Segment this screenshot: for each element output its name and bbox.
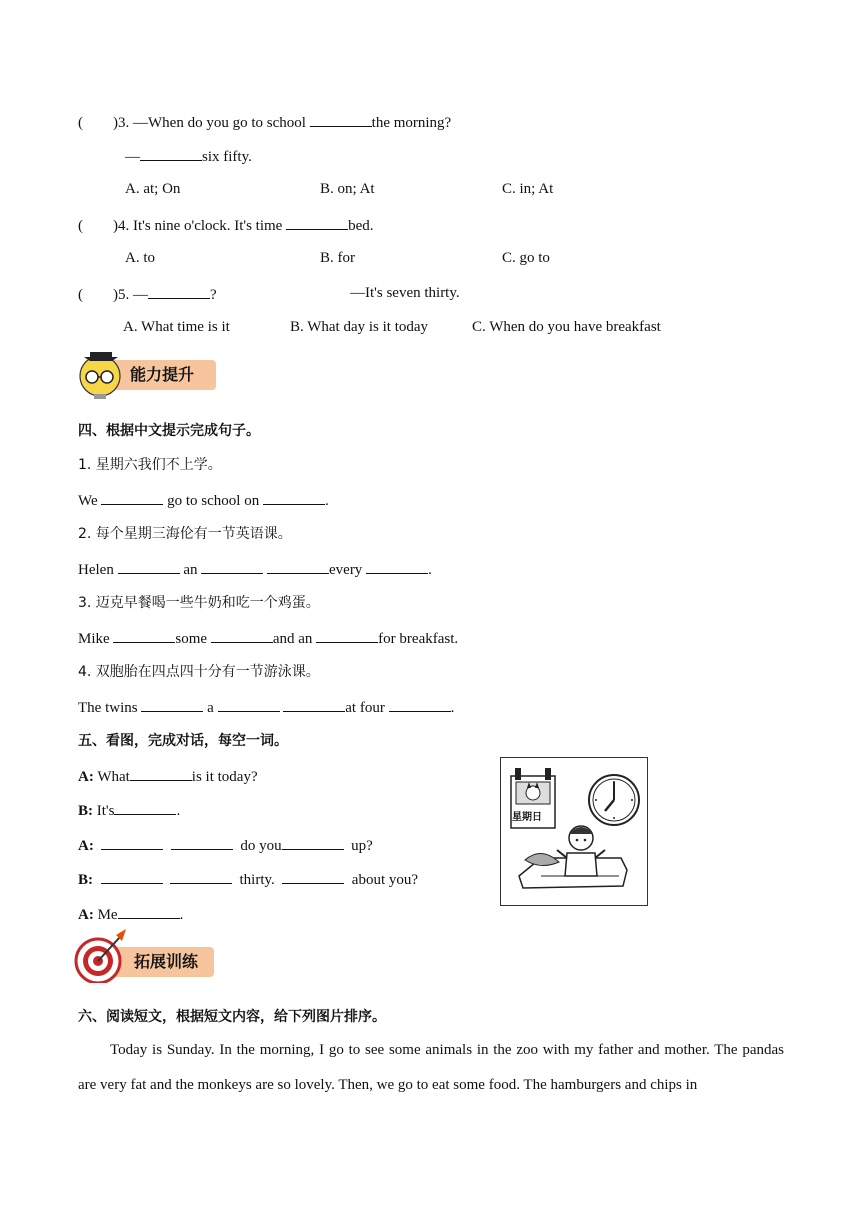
- section-6-title: 六、阅读短文，根据短文内容，给下列图片排序。: [78, 1009, 386, 1025]
- option-a[interactable]: A. at; On: [125, 181, 181, 197]
- dialogue-line-3: A: do you up?: [78, 835, 373, 855]
- fill-blank[interactable]: [130, 766, 192, 781]
- sentence-3-chinese: 3. 迈克早餐喝一些牛奶和吃一个鸡蛋。: [78, 595, 320, 611]
- fill-blank[interactable]: [267, 559, 329, 574]
- question-text: 3. —When do you go to school: [118, 115, 306, 131]
- target-icon: [72, 929, 132, 983]
- question-4: ( )4. It's nine o'clock. It's time bed.: [78, 215, 374, 235]
- reading-passage: Today is Sunday. In the morning, I go to see some animals in the zoo with my father and mother. The pandas are very fat and the monkeys are so lovely. Then, we go to eat some food. The hamburgers and chips in: [78, 1042, 784, 1093]
- section-5-title: 五、看图，完成对话，每空一词。: [78, 733, 288, 749]
- section-banner-extension: [72, 937, 222, 987]
- sentence-1-chinese: 1. 星期六我们不上学。: [78, 457, 222, 473]
- option-b[interactable]: B. for: [320, 250, 355, 266]
- answer-paren-open: (: [78, 115, 83, 131]
- fill-blank[interactable]: [283, 697, 345, 712]
- question-5-answer: —It's seven thirty.: [350, 285, 460, 301]
- dialogue-line-4: B: thirty. about you?: [78, 869, 418, 889]
- fill-blank[interactable]: [211, 628, 273, 643]
- clock-icon: [589, 775, 639, 825]
- fill-blank[interactable]: [389, 697, 451, 712]
- fill-blank[interactable]: [282, 869, 344, 884]
- fill-blank[interactable]: [286, 215, 348, 230]
- option-a[interactable]: A. What time is it: [123, 319, 230, 335]
- sentence-1: We go to school on .: [78, 490, 329, 510]
- fill-blank[interactable]: [101, 869, 163, 884]
- dialogue-line-2: B: It's .: [78, 800, 180, 820]
- question-3: ( )3. —When do you go to school the morning?: [78, 112, 451, 132]
- fill-blank[interactable]: [118, 559, 180, 574]
- illustration-waking-up: [500, 757, 648, 906]
- dialogue-line-1: A: What is it today?: [78, 766, 258, 786]
- question-5: ( )5. — ?: [78, 284, 217, 304]
- fill-blank[interactable]: [171, 835, 233, 850]
- fill-blank[interactable]: [316, 628, 378, 643]
- banner-label: 能力提升: [84, 360, 216, 390]
- fill-blank[interactable]: [282, 835, 344, 850]
- sentence-3: Mike some and an for breakfast.: [78, 628, 458, 648]
- section-4-title: 四、根据中文提示完成句子。: [78, 423, 260, 439]
- fill-blank[interactable]: [114, 800, 176, 815]
- lightbulb-icon: [72, 350, 128, 400]
- fill-blank[interactable]: [366, 559, 428, 574]
- banner-label: 拓展训练: [88, 947, 214, 977]
- fill-blank[interactable]: [201, 559, 263, 574]
- fill-blank[interactable]: [140, 146, 202, 161]
- calendar-label: 星期日: [512, 812, 542, 823]
- option-a[interactable]: A. to: [125, 250, 155, 266]
- fill-blank[interactable]: [118, 904, 180, 919]
- option-b[interactable]: B. What day is it today: [290, 319, 429, 335]
- sentence-4: The twins a at four .: [78, 697, 454, 717]
- dialogue-line-5: A: Me .: [78, 904, 183, 924]
- sentence-2-chinese: 2. 每个星期三海伦有一节英语课。: [78, 526, 292, 542]
- fill-blank[interactable]: [113, 628, 175, 643]
- sentence-4-chinese: 4. 双胞胎在四点四十分有一节游泳课。: [78, 664, 320, 680]
- fill-blank[interactable]: [170, 869, 232, 884]
- illustration-drawing: [501, 758, 647, 905]
- option-b[interactable]: B. on; At: [320, 181, 375, 197]
- fill-blank[interactable]: [310, 112, 372, 127]
- option-c[interactable]: C. in; At: [502, 181, 554, 197]
- sentence-2: Helen an every .: [78, 559, 432, 579]
- fill-blank[interactable]: [141, 697, 203, 712]
- fill-blank[interactable]: [263, 490, 325, 505]
- option-c[interactable]: C. go to: [502, 250, 550, 266]
- section-banner-ability: [72, 350, 222, 388]
- fill-blank[interactable]: [218, 697, 280, 712]
- fill-blank[interactable]: [148, 284, 210, 299]
- fill-blank[interactable]: [101, 490, 163, 505]
- question-3-line2: — six fifty.: [125, 146, 252, 166]
- fill-blank[interactable]: [101, 835, 163, 850]
- option-c[interactable]: C. When do you have breakfast: [472, 319, 661, 335]
